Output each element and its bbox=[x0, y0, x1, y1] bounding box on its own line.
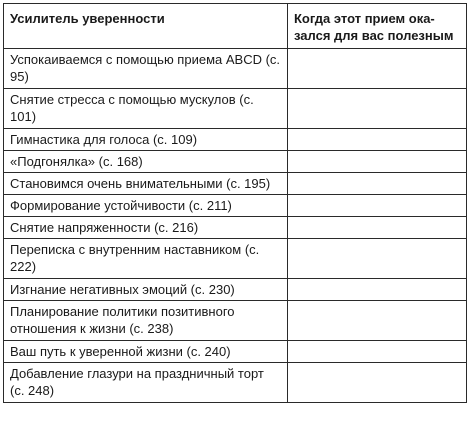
note-cell[interactable] bbox=[288, 49, 467, 89]
note-cell[interactable] bbox=[288, 151, 467, 173]
technique-cell: Формирование устойчивости (с. 211) bbox=[4, 195, 288, 217]
technique-cell: Добавление глазури на праздничный торт (с. 248) bbox=[4, 363, 288, 403]
note-cell[interactable] bbox=[288, 279, 467, 301]
table-row bbox=[4, 217, 467, 239]
confidence-booster-table bbox=[3, 3, 467, 403]
table-row bbox=[4, 151, 467, 173]
header-technique: Усилитель уверенности bbox=[4, 4, 288, 49]
technique-cell: Переписка с внутренним наставником (с. 222) bbox=[4, 239, 288, 279]
table-row bbox=[4, 279, 467, 301]
technique-cell: Успокаиваемся с помощью приема ABCD (с. 95) bbox=[4, 49, 288, 89]
technique-cell: Ваш путь к уверенной жизни (с. 240) bbox=[4, 341, 288, 363]
technique-cell: «Подгонялка» (с. 168) bbox=[4, 151, 288, 173]
table-row bbox=[4, 49, 467, 89]
technique-cell: Изгнание негативных эмоций (с. 230) bbox=[4, 279, 288, 301]
table-row bbox=[4, 363, 467, 403]
technique-cell: Гимнастика для голоса (с. 109) bbox=[4, 129, 288, 151]
note-cell[interactable] bbox=[288, 341, 467, 363]
table-row bbox=[4, 301, 467, 341]
note-cell[interactable] bbox=[288, 217, 467, 239]
technique-cell: Снятие стресса с помощью мускулов (с. 101) bbox=[4, 89, 288, 129]
note-cell[interactable] bbox=[288, 363, 467, 403]
table-row bbox=[4, 195, 467, 217]
header-when-useful: Когда этот прием ока- зался для вас полезным bbox=[288, 4, 467, 49]
note-cell[interactable] bbox=[288, 173, 467, 195]
table-row bbox=[4, 341, 467, 363]
technique-cell: Снятие напряженности (с. 216) bbox=[4, 217, 288, 239]
table-row bbox=[4, 239, 467, 279]
note-cell[interactable] bbox=[288, 195, 467, 217]
technique-cell: Становимся очень внимательными (с. 195) bbox=[4, 173, 288, 195]
table-row bbox=[4, 129, 467, 151]
note-cell[interactable] bbox=[288, 301, 467, 341]
note-cell[interactable] bbox=[288, 89, 467, 129]
note-cell[interactable] bbox=[288, 239, 467, 279]
note-cell[interactable] bbox=[288, 129, 467, 151]
table-header-row bbox=[4, 4, 467, 49]
technique-cell: Планирование политики позитивного отношения к жизни (с. 238) bbox=[4, 301, 288, 341]
table-row bbox=[4, 173, 467, 195]
table-row bbox=[4, 89, 467, 129]
